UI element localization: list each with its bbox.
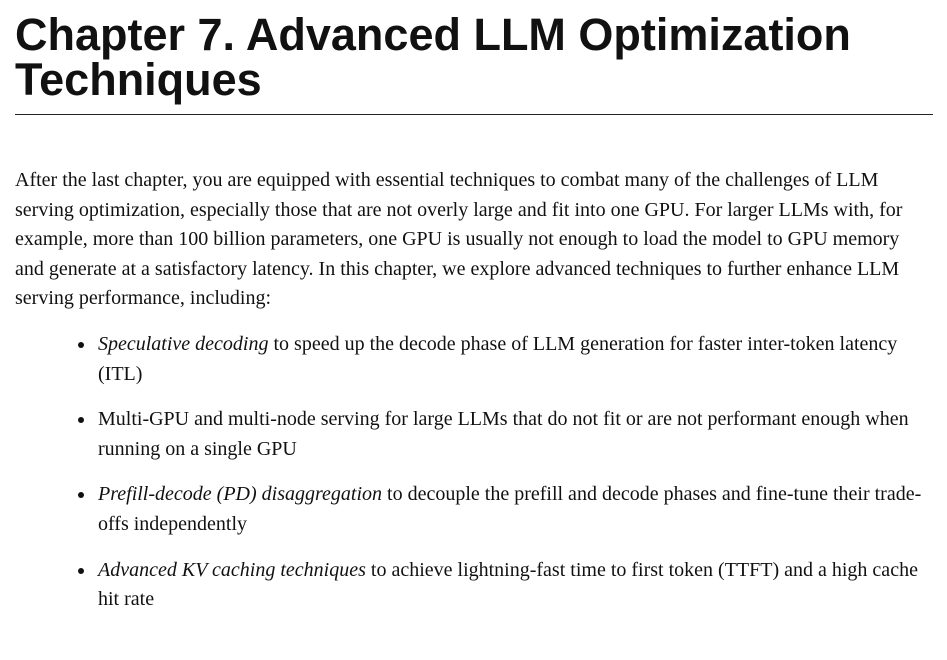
chapter-title (15, 9, 933, 105)
list-item (15, 405, 933, 464)
bullet-icon (78, 568, 84, 574)
list-item-text: to achieve lightning-fast time to first token (TTFT) and a high cache hit rate (98, 558, 918, 611)
list-item-term: Speculative decoding (98, 332, 269, 355)
list-item (15, 330, 933, 389)
intro-paragraph: After the last chapter, you are equipped with essential techniques to combat many of the challenges of LLM serving optimization, especially those that are not overly large and fit into one GPU. For larger LLMs with, for example, more than 100 billion parameters, one GPU is usually not enough to load the model to GPU memory and generate at a satisfactory latency. In this chapter, we explore advanced techniques to further enhance LLM serving performance, including: (15, 169, 903, 310)
chapter-title-line2: Techniques (15, 54, 262, 105)
list-item (15, 480, 933, 539)
list-item-text: Multi-GPU and multi-node serving for large LLMs that do not fit or are not performant enough when running on a single GPU (98, 408, 909, 460)
document-page (15, 9, 933, 631)
technique-list (15, 330, 933, 615)
bullet-icon (78, 417, 84, 423)
chapter-title-line1: Chapter 7. Advanced LLM Optimization (15, 9, 851, 60)
title-divider (15, 114, 933, 115)
bullet-icon (78, 342, 84, 348)
bullet-icon (78, 492, 84, 498)
list-item-term: Prefill-decode (PD) disaggregation (98, 483, 383, 506)
list-item-text: to decouple the prefill and decode phases and fine-tune their trade-offs independently (98, 483, 922, 535)
list-item (15, 556, 933, 615)
list-item-text: to speed up the decode phase of LLM generation for faster inter-token latency (ITL) (98, 332, 898, 385)
list-item-term: Advanced KV caching techniques (98, 558, 366, 581)
